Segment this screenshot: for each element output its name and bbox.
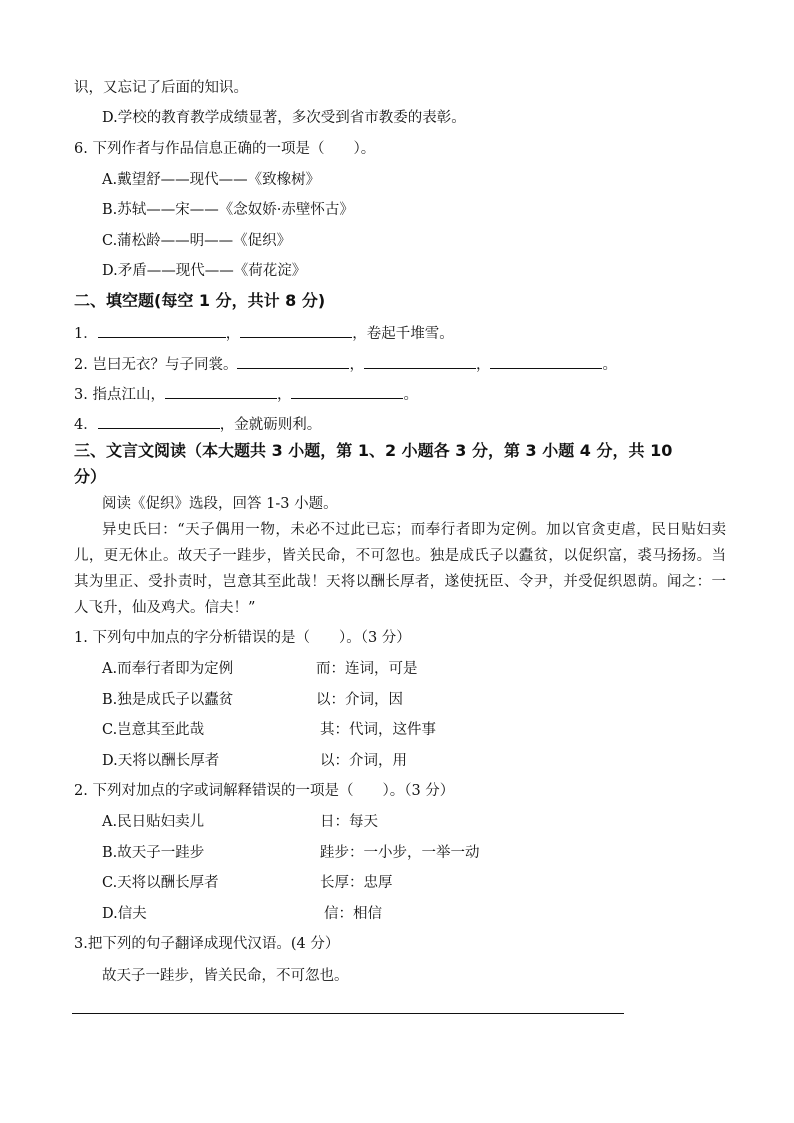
- q2-stem: 2. 下列对加点的字或词解释错误的一项是（ ）。（3 分）: [74, 783, 455, 799]
- fill-item-1-tail: ，卷起千堆雪。: [352, 326, 454, 342]
- q5-option-d: D.学校的教育教学成绩显著，多次受到省市教委的表彰。: [102, 110, 466, 126]
- fill-item-3-head: 3. 指点江山，: [74, 387, 165, 403]
- q1-option-c: C.岂意其至此哉: [102, 722, 205, 738]
- q6-option-c: C.蒲松龄——明——《促织》: [102, 233, 292, 249]
- fill-item-4-num: 4．: [74, 417, 98, 433]
- section2-title: 二、填空题(每空 1 分，共计 8 分): [74, 291, 326, 310]
- classical-passage: 异史氏曰：“天子偶用一物，未必不过此已忘；而奉行者即为定例。加以官贪吏虐，民日贴妇卖儿，更无休止。故天子一跬步，皆关民命，不可忽也。独是成氏子以蠹贫，以促织富，裘马扬扬。当其为里正、受扑责时，岂意其至此哉！天将以酬长厚者，遂使抚臣、令尹，并受促织恩荫。闻之：一人飞升，仙及鸡犬。信夫！”: [74, 522, 726, 616]
- continued-text: 识，又忘记了后面的知识。: [74, 80, 248, 96]
- fill-blank[interactable]: [364, 354, 476, 369]
- fill-item-4: [74, 414, 321, 435]
- q2-option-c: C.天将以酬长厚者: [102, 875, 219, 891]
- q1-stem: 1. 下列句中加点的字分析错误的是（ ）。（3 分）: [74, 630, 411, 646]
- fill-blank[interactable]: [98, 323, 226, 338]
- q1-option-b: B.独是成氏子以蠹贫: [102, 692, 234, 708]
- q3-sentence: 故天子一跬步，皆关民命，不可忽也。: [102, 968, 349, 984]
- fill-item-3: [74, 384, 418, 405]
- fill-blank[interactable]: [98, 414, 220, 429]
- q2-option-c-note: 长厚：忠厚: [320, 875, 393, 891]
- q2-option-d-note: 信：相信: [324, 906, 382, 922]
- fill-sep: ，: [225, 326, 241, 342]
- reading-intro: 阅读《促织》选段，回答 1-3 小题。: [102, 496, 338, 512]
- fill-item-2-head: 2. 岂曰无衣？与子同裳。: [74, 357, 238, 373]
- section3-title: 三、文言文阅读（本大题共 3 小题，第 1、2 小题各 3 分，第 3 小题 4 分，共 10: [74, 441, 673, 460]
- fill-item-2: [74, 354, 617, 375]
- fill-blank[interactable]: [240, 323, 352, 338]
- q1-option-a: A.而奉行者即为定例: [102, 661, 234, 677]
- q1-option-b-note: 以：介词，因: [316, 692, 403, 708]
- fill-sep: ，: [276, 387, 292, 403]
- fill-item-4-tail: ，金就砺则利。: [219, 417, 322, 433]
- fill-item-1: [74, 323, 454, 344]
- fill-blank[interactable]: [237, 354, 349, 369]
- q2-option-d: D.信夫: [102, 906, 147, 922]
- q6-option-d: D.矛盾——现代——《荷花淀》: [102, 263, 307, 279]
- q3-stem: 3.把下列的句子翻译成现代汉语。(4 分）: [74, 936, 340, 952]
- q2-option-a: A.民日贴妇卖儿: [102, 814, 205, 830]
- fill-item-2-tail: 。: [602, 357, 617, 373]
- q1-option-d: D.天将以酬长厚者: [102, 753, 220, 769]
- q6-option-b: B.苏轼——宋——《念奴娇·赤壁怀古》: [102, 202, 354, 218]
- q1-option-c-note: 其：代词，这件事: [320, 722, 436, 738]
- fill-item-1-num: 1．: [74, 326, 98, 342]
- q6-option-a: A.戴望舒——现代——《致橡树》: [102, 172, 321, 188]
- fill-sep: ，: [475, 357, 491, 373]
- q2-option-a-note: 日：每天: [320, 814, 378, 830]
- section3-title-cont: 分）: [74, 467, 107, 486]
- q2-option-b-note: 跬步：一小步，一举一动: [320, 845, 480, 861]
- q6-stem: 6. 下列作者与作品信息正确的一项是（ ）。: [74, 141, 376, 157]
- fill-item-3-tail: 。: [403, 387, 418, 403]
- fill-sep: ，: [349, 357, 364, 373]
- q2-option-b: B.故天子一跬步: [102, 845, 205, 861]
- fill-blank[interactable]: [165, 384, 277, 399]
- q1-option-a-note: 而：连词，可是: [316, 661, 418, 677]
- fill-blank[interactable]: [291, 384, 403, 399]
- answer-line[interactable]: [72, 1013, 624, 1014]
- fill-blank[interactable]: [490, 354, 602, 369]
- q1-option-d-note: 以：介词，用: [320, 753, 407, 769]
